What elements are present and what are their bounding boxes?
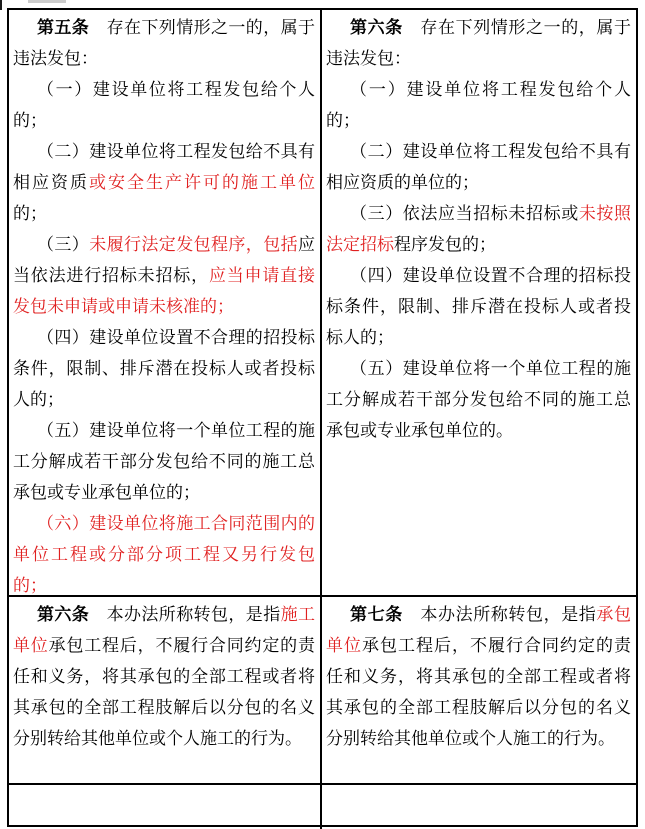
revision-text: 应当申请直接发包未申请或申请未核准的； [13, 266, 315, 316]
table-cell-row1-right [322, 10, 636, 597]
article-number: 第七条 [350, 605, 403, 624]
text-run: 承包工程后，不履行合同约定的责任和义务，将其承包的全部工程或者将其承包的全部工程肢解后以分包的名义分别转给其他单位或个人施工的行为。 [326, 636, 631, 748]
paragraph [13, 136, 315, 229]
text-run: 存在下列情形之一的，属于违法发包： [13, 18, 316, 68]
revision-text: 或安全生产许可的施工单位 [89, 173, 315, 192]
text-run: 承包工程后，不履行合同约定的责任和义务，将其承包的全部工程或者将其承包的全部工程肢解后以分包的名义分别转给其他单位或个人施工的行为。 [13, 636, 315, 748]
revision-text: 未履行法定发包程序，包括 [89, 235, 299, 254]
paragraph [326, 74, 631, 136]
paragraph [13, 74, 315, 136]
text-run: （一）建设单位将工程发包给个人的； [13, 80, 315, 130]
article-number: 第六条 [350, 18, 403, 37]
text-run: （二）建设单位将工程发包给不具有相应资质的单位的； [326, 142, 631, 192]
paragraph [13, 508, 315, 597]
revision-text: 施工单位 [13, 605, 316, 655]
revision-text: 承包单位 [326, 605, 632, 655]
text-run: （五）建设单位将一个单位工程的施工分解成若干部分发包给不同的施工总承包或专业承包单位的。 [326, 359, 631, 440]
text-run: 本办法所称转包，是指 [89, 605, 281, 624]
text-run: 本办法所称转包，是指 [402, 605, 597, 624]
text-run: 的； [13, 204, 47, 223]
paragraph [326, 198, 631, 260]
revision-text: （六）建设单位将施工合同范围内的单位工程或分部分项工程又另行发包的； [13, 514, 315, 595]
text-run: （三）依法应当招标未招标或 [350, 204, 579, 223]
text-run: 应当依法进行招标未招标， [13, 235, 316, 285]
revision-text: 未按照法定招标 [326, 204, 632, 254]
text-run: 程序发包的； [394, 235, 496, 254]
paragraph [326, 136, 631, 198]
paragraph [13, 599, 315, 754]
page-edge-artifact [28, 0, 66, 3]
text-run: （五）建设单位将一个单位工程的施工分解成若干部分发包给不同的施工总承包或专业承包单位的； [13, 421, 315, 502]
text-run: 存在下列情形之一的，属于违法发包： [326, 18, 632, 68]
text-run: （四）建设单位设置不合理的招标投标条件，限制、排斥潜在投标人或者投标人的； [326, 266, 631, 347]
paragraph [326, 260, 631, 353]
table-cell-row1-left [9, 10, 322, 597]
text-run: （一）建设单位将工程发包给个人的； [326, 80, 631, 130]
text-run: （三） [37, 235, 90, 254]
article-number: 第五条 [37, 18, 90, 37]
article-number: 第六条 [37, 605, 90, 624]
paragraph [13, 229, 315, 322]
paragraph [326, 12, 631, 74]
text-run: （二）建设单位将工程发包给不具有相应资质 [13, 142, 315, 192]
paragraph [13, 12, 315, 74]
paragraph [13, 415, 315, 508]
paragraph [13, 322, 315, 415]
paragraph [326, 599, 631, 754]
table-cell-row2-left [9, 597, 322, 785]
text-run: （四）建设单位设置不合理的招投标条件，限制、排斥潜在投标人或者投标人的； [13, 328, 315, 409]
table-cell-row2-right [322, 597, 636, 785]
page-edge-artifact [0, 0, 2, 10]
paragraph [326, 353, 631, 446]
comparison-table [7, 8, 638, 827]
